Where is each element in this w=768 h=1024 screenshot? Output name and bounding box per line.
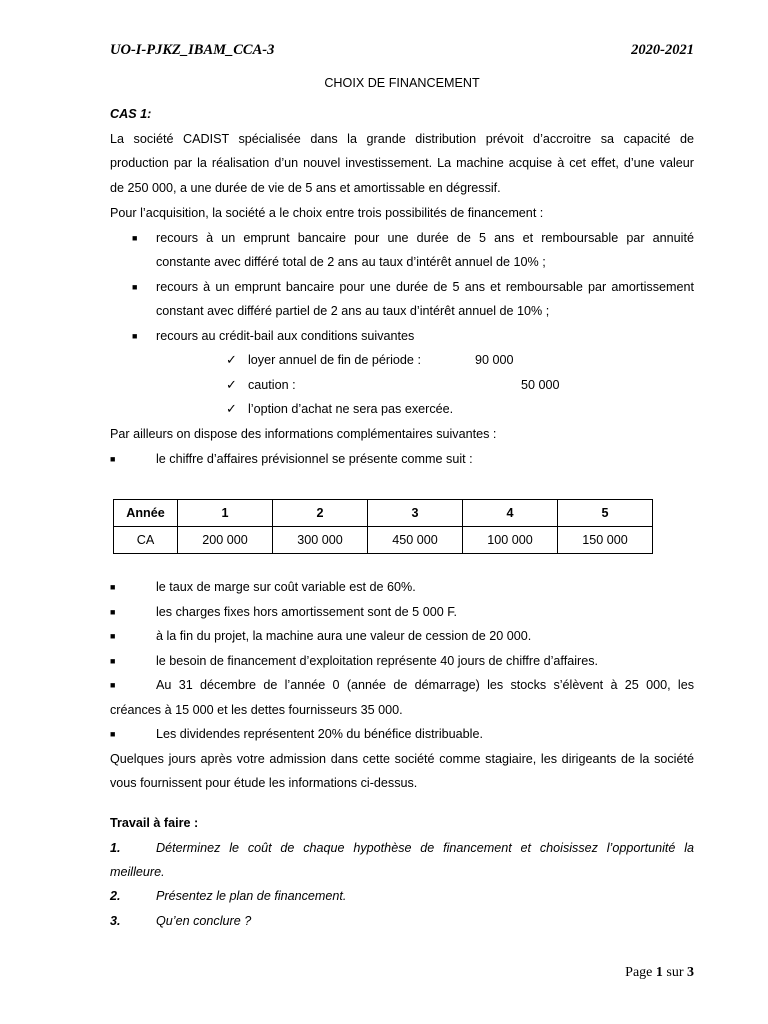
bullet-square-icon: ■ (132, 282, 138, 292)
checkmark-icon: ✓ (226, 377, 237, 392)
case-label: CAS 1: (110, 107, 152, 121)
bullet-square-icon: ■ (110, 454, 116, 464)
checkmark-icon: ✓ (226, 401, 237, 416)
task-number: 2. (110, 889, 121, 903)
table-cell: 450 000 (368, 527, 463, 554)
bullet-square-icon: ■ (110, 607, 116, 617)
option-line: recours à un emprunt bancaire pour une durée de 5 ans et remboursable par annuité (156, 231, 694, 245)
page-number: 1 (655, 965, 663, 980)
page-total: 3 (687, 965, 694, 980)
task-number: 1. (110, 841, 121, 855)
option-line: recours au crédit-bail aux conditions suivantes (156, 329, 415, 343)
table-row (114, 527, 653, 554)
checkmark-icon: ✓ (226, 352, 237, 367)
bullet-square-icon: ■ (132, 233, 138, 243)
document-title: CHOIX DE FINANCEMENT (324, 76, 480, 90)
intro-line: de 250 000, a une durée de vie de 5 ans et amortissable en dégressif. (110, 181, 501, 195)
task-line: meilleure. (110, 865, 165, 879)
table-header-row (114, 500, 653, 527)
table-header-cell: 2 (273, 500, 368, 527)
stock-bullet: Au 31 décembre de l’année 0 (année de démarrage) les stocks s’élèvent à 25 000, les (156, 678, 694, 692)
leasing-condition-label: loyer annuel de fin de période : (248, 353, 421, 367)
page-footer (625, 965, 694, 981)
intro-line: production par la réalisation d’un nouvel investissement. La machine acquise à cet effet, d’une valeur (110, 156, 694, 170)
leasing-condition-value: 90 000 (475, 353, 514, 367)
work-title: Travail à faire : (110, 816, 199, 830)
dividend-bullet: Les dividendes représentent 20% du bénéfice distribuable. (156, 727, 483, 741)
table-header-cell: 5 (558, 500, 653, 527)
task-number: 3. (110, 914, 121, 928)
document-header-right: 2020-2021 (631, 42, 694, 58)
option-line: recours à un emprunt bancaire pour une durée de 5 ans et remboursable par amortissement (156, 280, 694, 294)
intro-line: La société CADIST spécialisée dans la grande distribution prévoit d’accroitre sa capacité de (110, 132, 694, 146)
closing-line: Quelques jours après votre admission dans cette société comme stagiaire, les dirigeants de la société (110, 752, 694, 766)
info-bullet: le besoin de financement d’exploitation représente 40 jours de chiffre d’affaires. (156, 654, 598, 668)
table-header-cell: 3 (368, 500, 463, 527)
table-header-cell: 1 (178, 500, 273, 527)
page-word: Page (625, 965, 653, 980)
table-cell: 150 000 (558, 527, 653, 554)
info-bullet: à la fin du projet, la machine aura une valeur de cession de 20 000. (156, 629, 532, 643)
option-line: constante avec différé total de 2 ans au taux d’intérêt annuel de 10% ; (156, 255, 546, 269)
option-line: constant avec différé partiel de 2 ans au taux d’intérêt annuel de 10% ; (156, 304, 550, 318)
bullet-square-icon: ■ (110, 656, 116, 666)
leasing-condition-label: caution : (248, 378, 296, 392)
task-line: Déterminez le coût de chaque hypothèse de financement et choisissez l’opportunité la (156, 841, 694, 855)
choice-intro: Pour l’acquisition, la société a le choix entre trois possibilités de financement : (110, 206, 544, 220)
leasing-condition-value: 50 000 (521, 378, 560, 392)
bullet-square-icon: ■ (110, 582, 116, 592)
revenue-table (113, 499, 653, 554)
table-cell: 200 000 (178, 527, 273, 554)
bullet-square-icon: ■ (110, 680, 116, 690)
of-word: sur (666, 965, 684, 980)
task-line: Qu’en conclure ? (156, 914, 252, 928)
table-cell: 300 000 (273, 527, 368, 554)
document-header-left: UO-I-PJKZ_IBAM_CCA-3 (110, 42, 275, 58)
table-cell: 100 000 (463, 527, 558, 554)
leasing-condition-label: l’option d’achat ne sera pas exercée. (248, 402, 454, 416)
bullet-square-icon: ■ (110, 631, 116, 641)
revenue-bullet: le chiffre d’affaires prévisionnel se présente comme suit : (156, 452, 473, 466)
bullet-square-icon: ■ (132, 331, 138, 341)
table-header-cell: Année (114, 500, 178, 527)
table-cell: CA (114, 527, 178, 554)
info-bullet: les charges fixes hors amortissement sont de 5 000 F. (156, 605, 457, 619)
complementary-intro: Par ailleurs on dispose des informations complémentaires suivantes : (110, 427, 497, 441)
closing-line: vous fournissent pour étude les informations ci-dessus. (110, 776, 418, 790)
task-line: Présentez le plan de financement. (156, 889, 347, 903)
stock-bullet-continuation: créances à 15 000 et les dettes fournisseurs 35 000. (110, 703, 403, 717)
info-bullet: le taux de marge sur coût variable est de 60%. (156, 580, 416, 594)
bullet-square-icon: ■ (110, 729, 116, 739)
table-header-cell: 4 (463, 500, 558, 527)
